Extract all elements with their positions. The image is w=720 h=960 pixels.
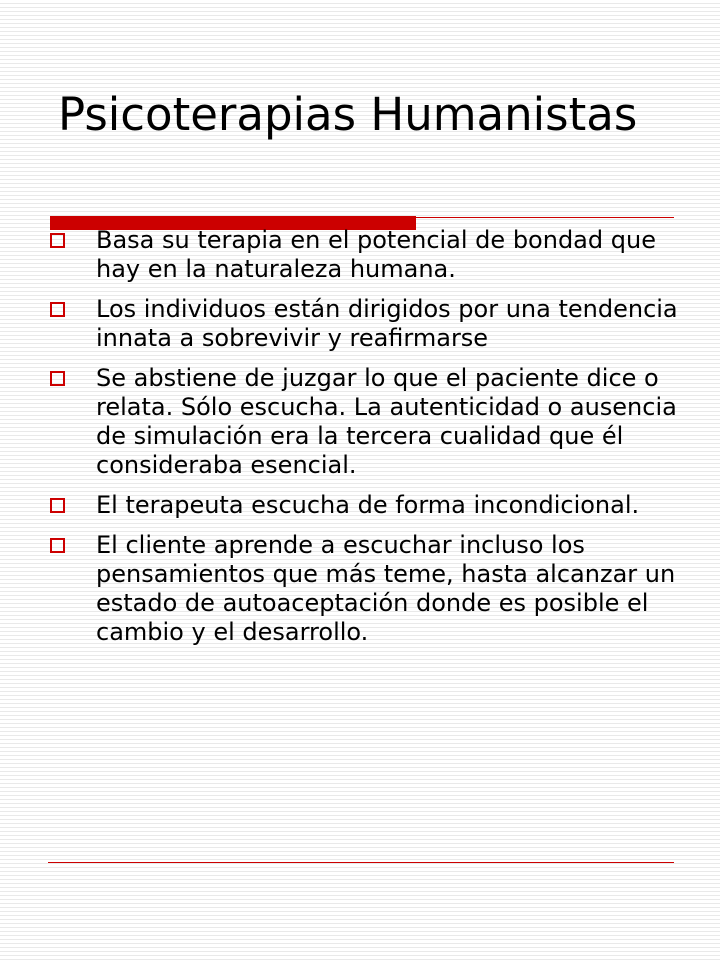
bottom-divider: [48, 862, 674, 863]
hollow-square-icon: [50, 371, 65, 386]
bullet-item: [48, 364, 678, 480]
bullet-item: [48, 295, 678, 353]
hollow-square-icon: [50, 538, 65, 553]
bullet-item: [48, 226, 678, 284]
bullet-item: [48, 491, 678, 520]
bullet-list: [48, 226, 678, 658]
slide-title: Psicoterapias Humanistas: [58, 88, 638, 141]
hollow-square-icon: [50, 498, 65, 513]
title-underline-rule: [416, 217, 674, 218]
bullet-text: Basa su terapia en el potencial de bondad que hay en la naturaleza humana.: [96, 226, 656, 283]
bullet-text: El terapeuta escucha de forma incondicional.: [96, 491, 640, 519]
bullet-item: [48, 531, 678, 647]
hollow-square-icon: [50, 302, 65, 317]
hollow-square-icon: [50, 233, 65, 248]
bullet-text: El cliente aprende a escuchar incluso los pensamientos que más teme, hasta alcanzar un estado de autoaceptación donde es posible el cambio y el desarrollo.: [96, 531, 676, 646]
bullet-text: Los individuos están dirigidos por una tendencia innata a sobrevivir y reafirmarse: [96, 295, 678, 352]
bullet-text: Se abstiene de juzgar lo que el paciente dice o relata. Sólo escucha. La autenticidad o ausencia de simulación era la tercera cualidad que él consideraba esencial.: [96, 364, 677, 479]
